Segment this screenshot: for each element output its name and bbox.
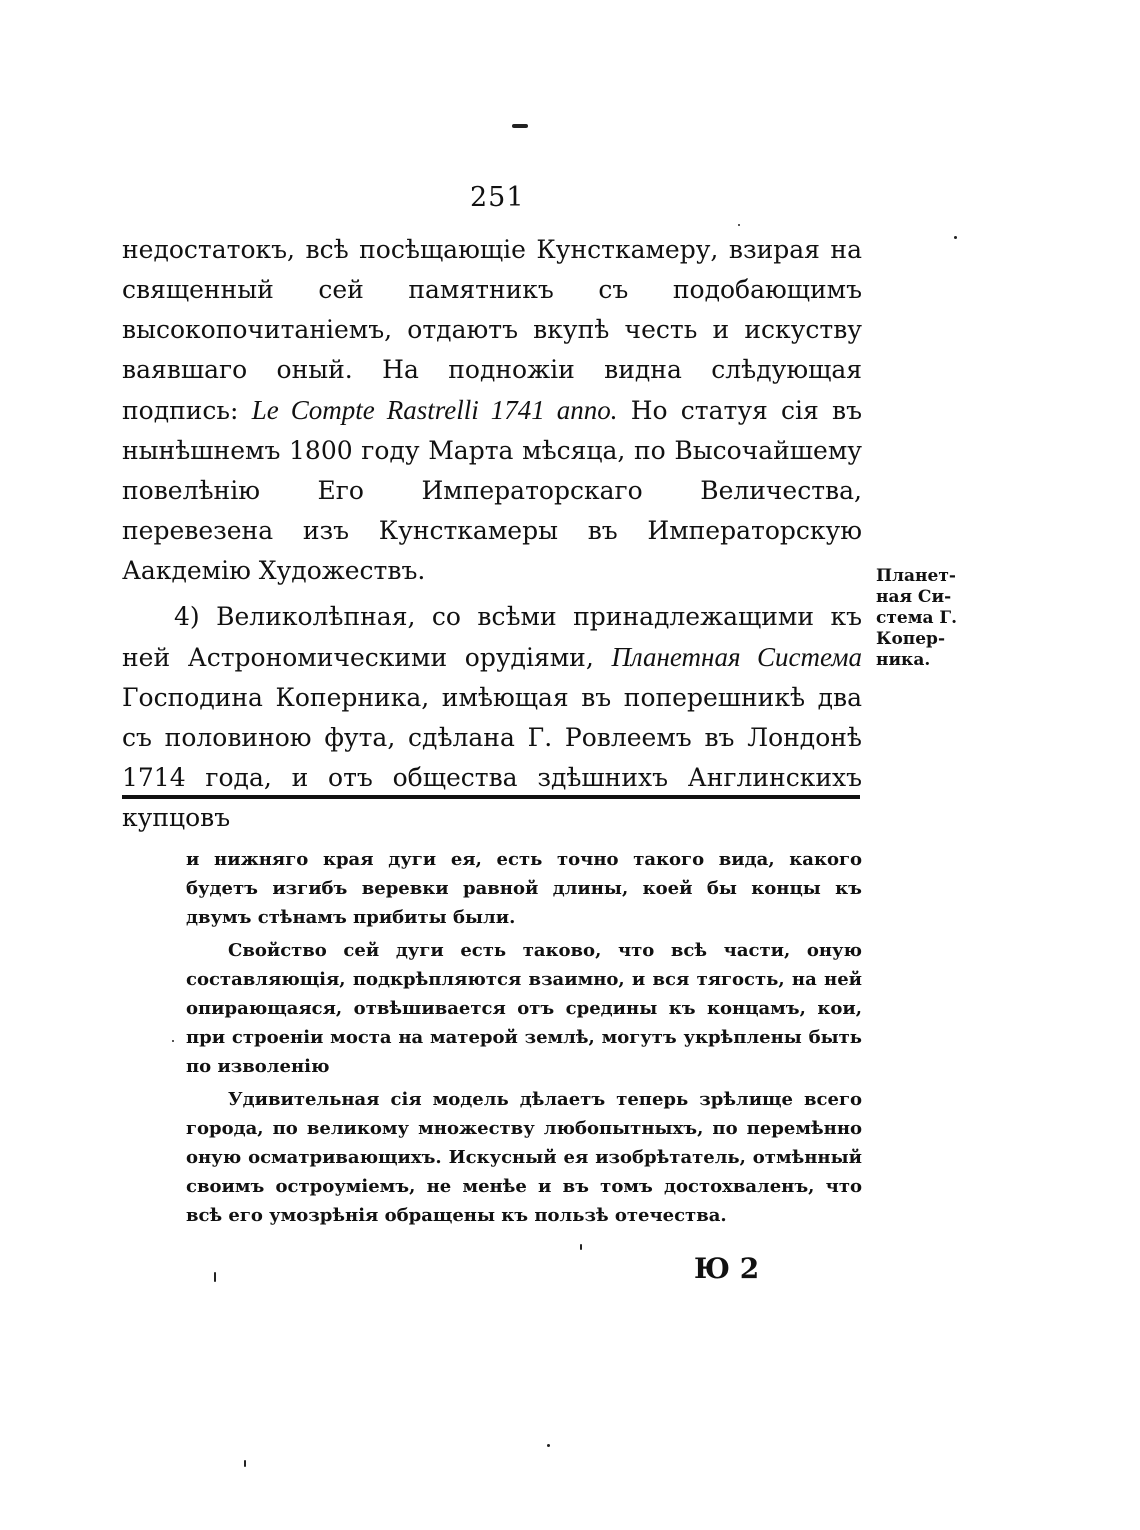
footnote-paragraph: Удивительная сія модель дѣлаетъ теперь зрѣлище всего города, по великому множеству любопытныхъ, по перемѣнно оную осматривающихъ. Искусный ея изобрѣтатель, отмѣнный своимъ остроуміемъ, не менѣе и въ томъ достохваленъ, что всѣ его умозрѣнія обращены къ пользѣ отечества. xyxy=(186,1089,862,1226)
paragraph-planetary-text: 4) Великолѣпная, со всѣми принадлежащими къ ней Астрономическими орудіями, xyxy=(122,602,862,672)
page-number: 251 xyxy=(470,182,525,213)
ink-mark xyxy=(512,124,528,128)
margin-note-line: Копер- xyxy=(876,629,946,649)
ink-speck xyxy=(738,224,740,226)
margin-note-line: стема Г. xyxy=(876,608,958,628)
paragraph-planetary-text-cont: Господина Коперника, имѣющая въ поперешникѣ два съ половиною фута, сдѣлана Г. Ровлеемъ въ Лондонѣ 1714 года, и отъ общества здѣшнихъ Англинскихъ купцовъ xyxy=(122,683,862,832)
planetary-system-title: Планетная Система xyxy=(611,642,862,672)
footnote xyxy=(186,845,862,1230)
paragraph-planetary-system xyxy=(122,597,862,838)
ink-speck xyxy=(172,1040,174,1042)
footnote-paragraph: Свойство сей дуги есть таково, что всѣ части, оную составляющія, подкрѣпляются взаимно, и вся тягость, на ней опирающаяся, отвѣшивается отъ средины къ концамъ, кои, при строеніи моста на матерой землѣ, могутъ укрѣплены быть по изволенію xyxy=(186,940,862,1077)
paragraph-statue xyxy=(122,230,862,591)
ink-speck xyxy=(214,1272,216,1282)
margin-note-line: Планет- xyxy=(876,566,956,586)
footnote-divider xyxy=(122,795,860,799)
margin-note xyxy=(876,566,980,671)
margin-note-line: ника. xyxy=(876,650,931,670)
ink-speck xyxy=(580,1244,582,1250)
signature-mark: Ю 2 xyxy=(694,1252,760,1285)
ink-speck xyxy=(244,1460,246,1467)
footnote-paragraph: и нижняго края дуги ея, есть точно такого вида, какого будетъ изгибъ веревки равной длины, коей бы концы къ двумъ стѣнамъ прибиты были. xyxy=(186,849,862,928)
statue-inscription: Le Compte Rastrelli 1741 anno. xyxy=(251,395,618,425)
margin-note-line: ная Си- xyxy=(876,587,952,607)
ink-speck xyxy=(547,1444,550,1447)
paragraph-statue-text-cont: Но статуя сія въ нынѣшнемъ 1800 году Марта мѣсяца, по Высочайшему повелѣнію Его Императорскаго Величества, перевезена изъ Кунсткамеры въ Императорскую Аакдемію Художествъ. xyxy=(122,396,862,585)
main-text xyxy=(122,230,862,838)
ink-speck xyxy=(954,236,957,239)
paragraph-statue-text: недостатокъ, всѣ посѣщающіе Кунсткамеру, взирая на священный сей памятникъ съ подобающимъ высокопочитаніемъ, отдаютъ вкупѣ честь и искуству ваявшаго оный. На подножіи видна слѣдующая подпись: xyxy=(122,235,862,425)
